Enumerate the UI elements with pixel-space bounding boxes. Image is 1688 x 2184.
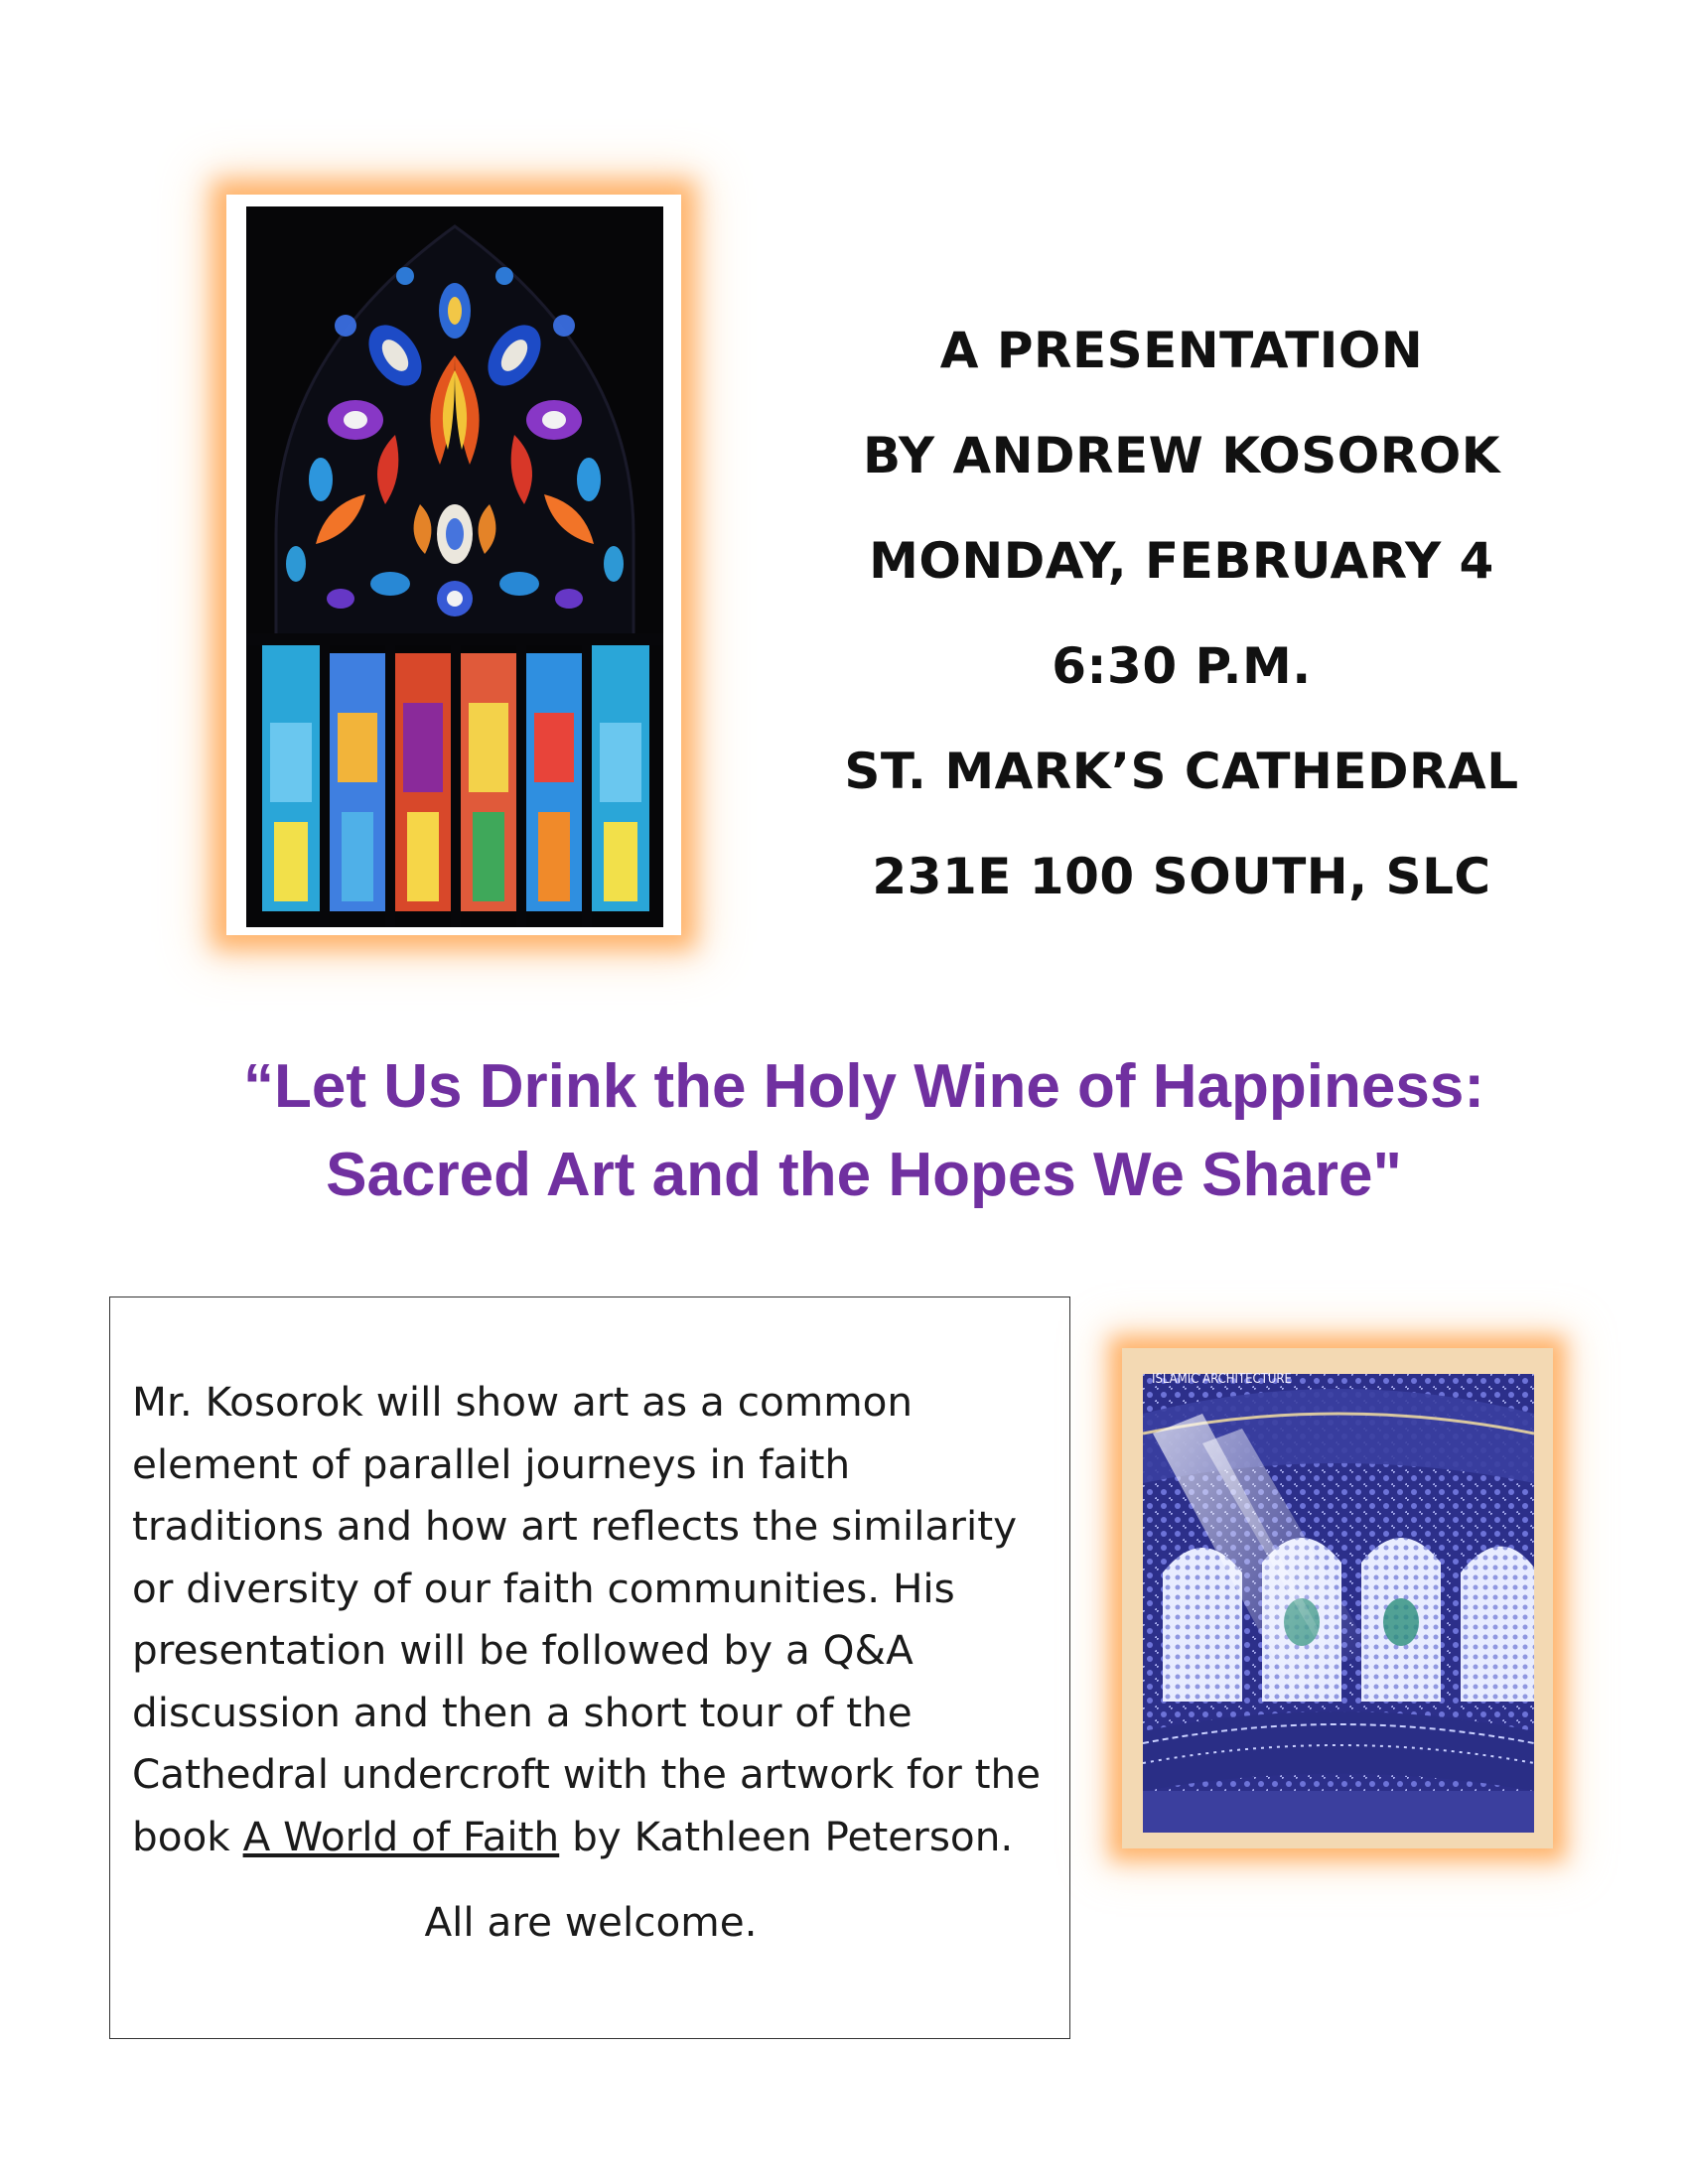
- presentation-title: [119, 1042, 1609, 1219]
- title-line-2: Sacred Art and the Hopes We Share": [326, 1141, 1402, 1209]
- presentation-label: A PRESENTATION: [939, 322, 1424, 379]
- presenter-name: BY ANDREW KOSOROK: [862, 427, 1501, 484]
- event-date: MONDAY, FEBRUARY 4: [869, 532, 1494, 590]
- islamic-architecture-image: [1143, 1374, 1534, 1833]
- description-box: [109, 1297, 1070, 2039]
- event-time: 6:30 P.M.: [1052, 637, 1312, 695]
- event-venue: ST. MARK’S CATHEDRAL: [844, 743, 1519, 800]
- description-paragraph: [132, 1371, 1050, 1867]
- welcome-note: All are welcome.: [424, 1898, 758, 1946]
- event-address: 231E 100 SOUTH, SLC: [872, 848, 1491, 905]
- stained-glass-image-frame: [226, 195, 681, 935]
- event-details: [834, 298, 1529, 929]
- stained-glass-window-image: [246, 206, 663, 927]
- image-caption: ISLAMIC ARCHITECTURE: [1152, 1372, 1292, 1387]
- description-text: Mr. Kosorok will show art as a common element of parallel journeys in faith traditions and how art reflects the similarity or diversity of our faith communities. His presentation will be followed by a Q&A discussion and then a short tour of the Cathedral undercroft with the artwork for the book: [132, 1378, 1042, 1860]
- title-line-1: “Let Us Drink the Holy Wine of Happiness:: [243, 1052, 1484, 1121]
- islamic-architecture-image-frame: [1122, 1348, 1553, 1848]
- description-text-end: by Kathleen Peterson.: [559, 1812, 1014, 1860]
- book-title: A World of Faith: [242, 1812, 560, 1860]
